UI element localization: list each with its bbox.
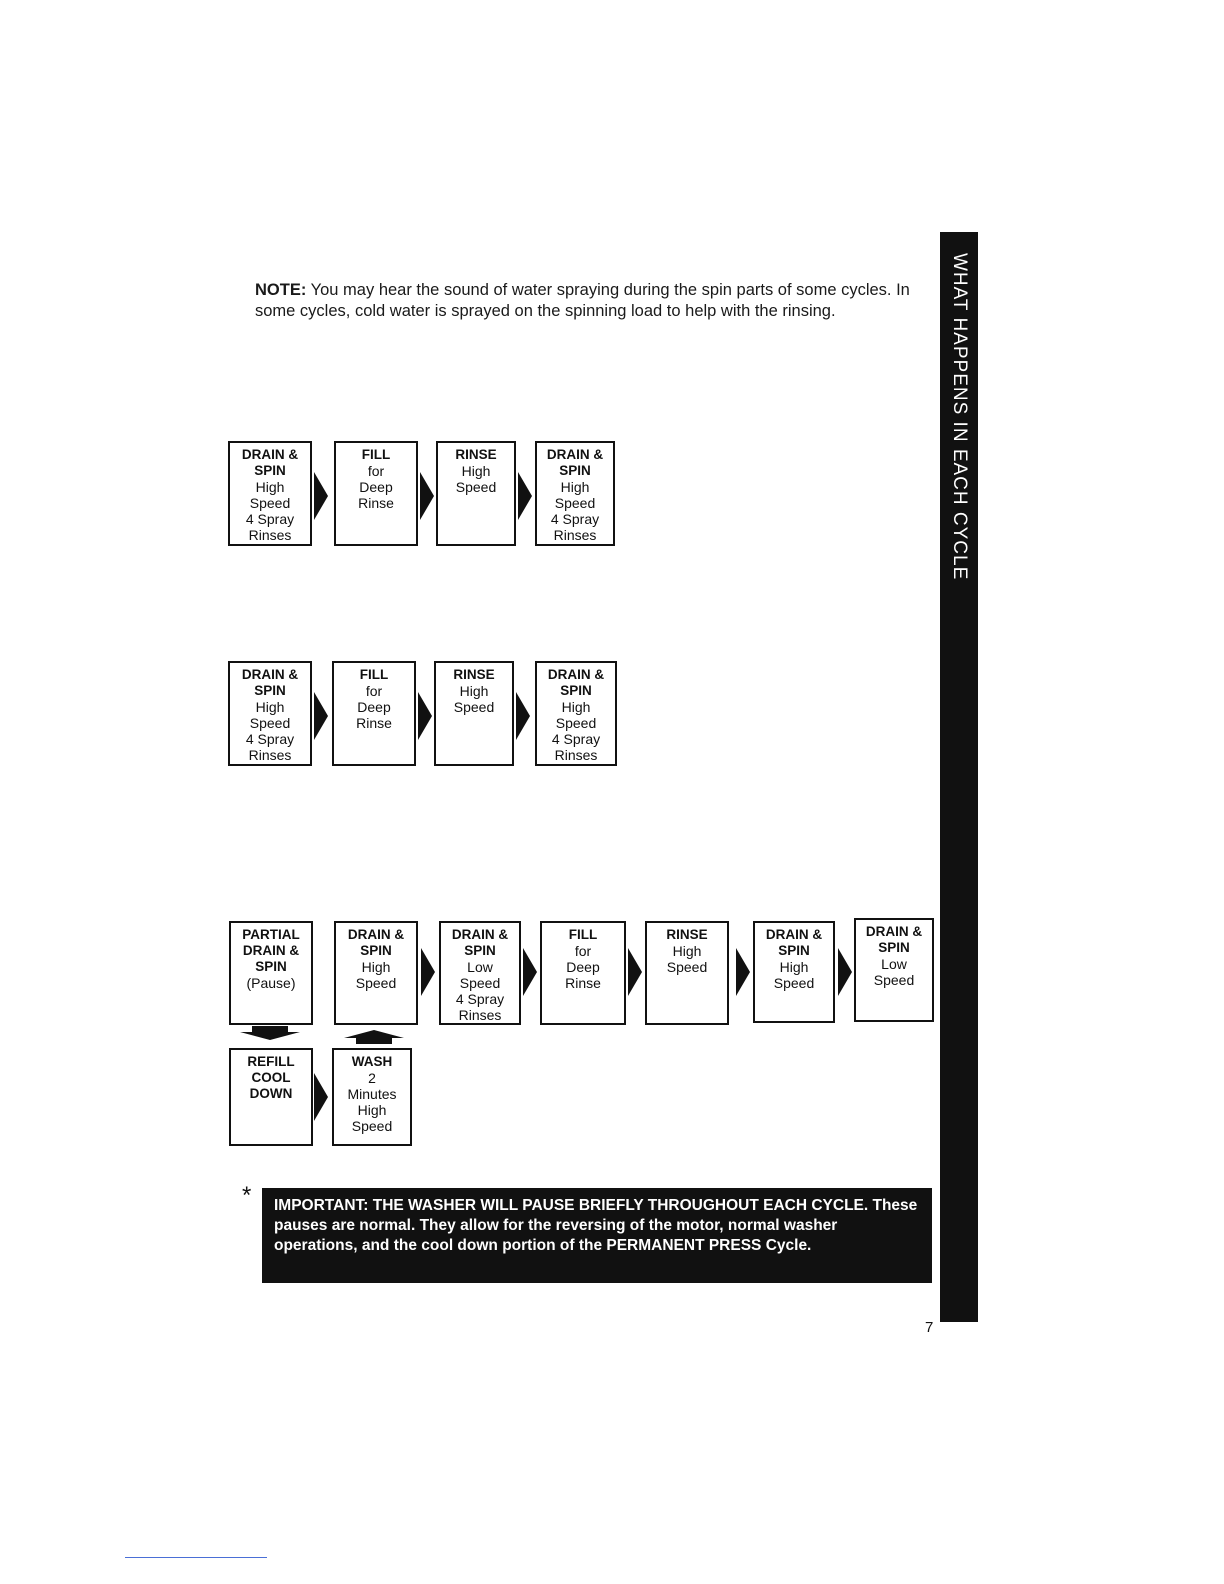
page-number: 7 [925,1319,934,1336]
step-text: DRAIN & [865,924,923,939]
step-text: SPIN [254,463,286,478]
step-text: WASH [351,1054,393,1069]
arrow-right-icon [314,692,328,740]
step-text: Rinses [248,527,292,543]
step-text: SPIN [778,943,810,958]
arrow-up-icon [344,1030,404,1044]
step-text: 4 Spray [245,511,295,527]
step-text: DRAIN & [241,667,299,682]
seq3-step-4 [540,921,626,1025]
step-text: SPIN [360,943,392,958]
step-text: Speed [355,975,397,991]
seq3-refill-cool-down [229,1048,313,1146]
seq3-step-1 [229,921,313,1025]
seq3-step-3 [439,921,521,1025]
step-text: DRAIN & [241,447,299,462]
arrow-right-icon [314,1073,328,1121]
step-text: Rinses [553,527,597,543]
step-text: SPIN [560,683,592,698]
arrow-right-icon [628,948,642,996]
arrow-down-icon [240,1026,300,1040]
step-text: RINSE [453,667,495,682]
step-text: Speed [666,959,708,975]
arrow-right-icon [418,692,432,740]
step-text: Low [881,956,907,972]
arrow-right-icon [314,472,328,520]
step-text: REFILL [247,1054,295,1069]
step-text: Deep [359,479,393,495]
seq1-step-1 [228,441,312,546]
step-text: SPIN [878,940,910,955]
step-text: SPIN [254,683,286,698]
step-text: High [361,959,391,975]
seq2-step-3 [434,661,514,766]
seq2-step-2 [332,661,416,766]
step-text: 4 Spray [245,731,295,747]
note-paragraph [255,280,925,322]
note-label: NOTE: [255,281,307,299]
asterisk-mark: * [242,1182,252,1209]
step-text: Speed [453,699,495,715]
step-text: High [561,699,591,715]
note-text: You may hear the sound of water spraying during the spin parts of some cycles. In some cycles, cold water is sprayed on the spinning load to help with the rinsing. [255,281,910,320]
step-text: for [574,943,592,959]
step-text: High [672,943,702,959]
step-text: Speed [873,972,915,988]
seq2-step-1 [228,661,312,766]
step-text: 2 [368,1070,376,1086]
arrow-right-icon [518,472,532,520]
step-text: High [255,479,285,495]
step-text: Speed [249,495,291,511]
step-text: Speed [459,975,501,991]
seq1-step-4 [535,441,615,546]
step-text: FILL [359,667,389,682]
step-text: High [461,463,491,479]
step-text: High [560,479,590,495]
step-text: SPIN [255,959,287,974]
step-text: DRAIN & [451,927,509,942]
step-text: DRAIN & [242,943,300,958]
arrow-right-icon [838,948,852,996]
step-text: Speed [555,715,597,731]
step-text: High [779,959,809,975]
step-text: DOWN [249,1086,293,1101]
step-text: SPIN [464,943,496,958]
step-text: for [367,463,385,479]
important-notice: IMPORTANT: THE WASHER WILL PAUSE BRIEFLY THROUGHOUT EACH CYCLE. These pauses are normal. They allow for the reversing of the motor, normal washer operations, and the cool down portion of the PERMANENT PRESS Cycle. [262,1188,932,1283]
step-text: Low [467,959,493,975]
seq2-step-4 [535,661,617,766]
step-text: Speed [554,495,596,511]
step-text: FILL [568,927,598,942]
footer-rule [125,1557,267,1558]
step-text: SPIN [559,463,591,478]
arrow-right-icon [420,472,434,520]
step-text: High [459,683,489,699]
seq1-step-3 [436,441,516,546]
step-text: Rinses [248,747,292,763]
seq3-step-2 [334,921,418,1025]
step-text: Rinses [554,747,598,763]
step-text: Rinse [356,715,392,731]
step-text: DRAIN & [546,447,604,462]
step-text: RINSE [666,927,708,942]
step-text: Rinses [458,1007,502,1023]
step-text: DRAIN & [765,927,823,942]
step-text: Speed [351,1118,393,1134]
step-text: (Pause) [246,975,296,991]
seq3-step-5 [645,921,729,1025]
step-text: 4 Spray [455,991,505,1007]
step-text: Speed [249,715,291,731]
step-text: Speed [773,975,815,991]
step-text: Rinse [358,495,394,511]
section-side-tab [940,232,978,1322]
step-text: Rinse [565,975,601,991]
step-text: 4 Spray [550,511,600,527]
arrow-right-icon [516,692,530,740]
step-text: Deep [566,959,600,975]
arrow-right-icon [523,948,537,996]
step-text: High [255,699,285,715]
step-text: FILL [361,447,391,462]
arrow-right-icon [736,948,750,996]
seq3-step-7 [854,918,934,1022]
seq1-step-2 [334,441,418,546]
step-text: DRAIN & [547,667,605,682]
step-text: Deep [357,699,391,715]
step-text: Speed [455,479,497,495]
step-text: RINSE [455,447,497,462]
step-text: DRAIN & [347,927,405,942]
section-side-tab-label: WHAT HAPPENS IN EACH CYCLE [949,253,970,581]
step-text: High [357,1102,387,1118]
step-text: PARTIAL [242,927,300,942]
step-text: COOL [251,1070,291,1085]
arrow-right-icon [421,948,435,996]
seq3-wash [332,1048,412,1146]
step-text: 4 Spray [551,731,601,747]
step-text: Minutes [347,1086,397,1102]
step-text: for [365,683,383,699]
seq3-step-6 [753,921,835,1023]
